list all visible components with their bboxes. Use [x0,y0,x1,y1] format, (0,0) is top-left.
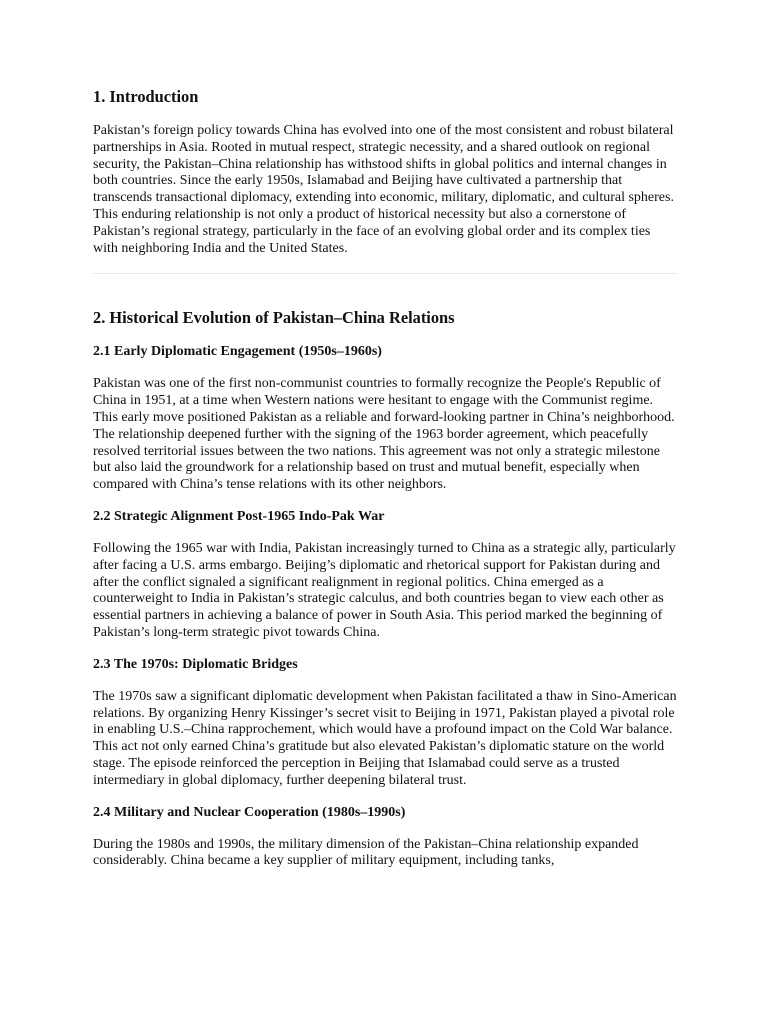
subsection-heading-diplomatic-bridges: 2.3 The 1970s: Diplomatic Bridges [93,656,298,672]
subsection-paragraph-diplomatic-bridges: The 1970s saw a significant diplomatic development when Pakistan facilitated a thaw in Sino-American relations. By organizing Henry Kissinger’s secret visit to Beijing in 1971, Pakistan played a pivotal role in enabling U.S.–China rapprochement, which would have a profound impact on the Cold War balance. This act not only earned China’s gratitude but also elevated Pakistan’s diplomatic stature on the world stage. The episode reinforced the perception in Beijing that Islamabad could serve as a trusted intermediary in global diplomacy, further deepening bilateral trust. [93,688,677,788]
section-title-historical-evolution: 2. Historical Evolution of Pakistan–China Relations [93,308,455,328]
subsection-paragraph-military-nuclear: During the 1980s and 1990s, the military dimension of the Pakistan–China relationship expanded considerably. China became a key supplier of military equipment, including tanks, [93,836,639,869]
document-body [93,86,677,870]
subsection-heading-military-nuclear: 2.4 Military and Nuclear Cooperation (1980s–1990s) [93,804,406,820]
subsection-heading-strategic-alignment: 2.2 Strategic Alignment Post-1965 Indo-Pak War [93,508,385,524]
subsection-heading-early-diplomatic: 2.1 Early Diplomatic Engagement (1950s–1960s) [93,344,382,360]
section-divider [93,273,677,274]
subsection-paragraph-early-diplomatic: Pakistan was one of the first non-communist countries to formally recognize the People's Republic of China in 1951, at a time when Western nations were hesitant to engage with the Communist regime. This early move positioned Pakistan as a reliable and forward-looking partner in China’s neighborhood. The relationship deepened further with the signing of the 1963 border agreement, which peacefully resolved territorial issues between the two nations. This agreement was not only a strategic milestone but also laid the groundwork for a relationship based on trust and mutual benefit, especially when compared with China’s tense relations with its other neighbors. [93,376,675,493]
subsection-paragraph-strategic-alignment: Following the 1965 war with India, Pakistan increasingly turned to China as a strategic ally, particularly after facing a U.S. arms embargo. Beijing’s diplomatic and rhetorical support for Pakistan during and after the conflict signaled a significant realignment in regional politics. China emerged as a counterweight to India in Pakistan’s strategic calculus, and both countries began to view each other as essential partners in achieving a balance of power in South Asia. This period marked the beginning of Pakistan’s long-term strategic pivot towards China. [93,540,676,640]
section-title-introduction: 1. Introduction [93,87,199,106]
introduction-paragraph: Pakistan’s foreign policy towards China has evolved into one of the most consistent and robust bilateral partnerships in Asia. Rooted in mutual respect, strategic necessity, and a shared outlook on regional security, the Pakistan–China relationship has withstood shifts in global politics and internal changes in both countries. Since the early 1950s, Islamabad and Beijing have cultivated a partnership that transcends transactional diplomacy, extending into economic, military, diplomatic, and cultural spheres. This enduring relationship is not only a product of historical necessity but also a cornerstone of Pakistan’s regional strategy, particularly in the face of an evolving global order and its complex ties with neighboring India and the United States. [93,123,674,256]
